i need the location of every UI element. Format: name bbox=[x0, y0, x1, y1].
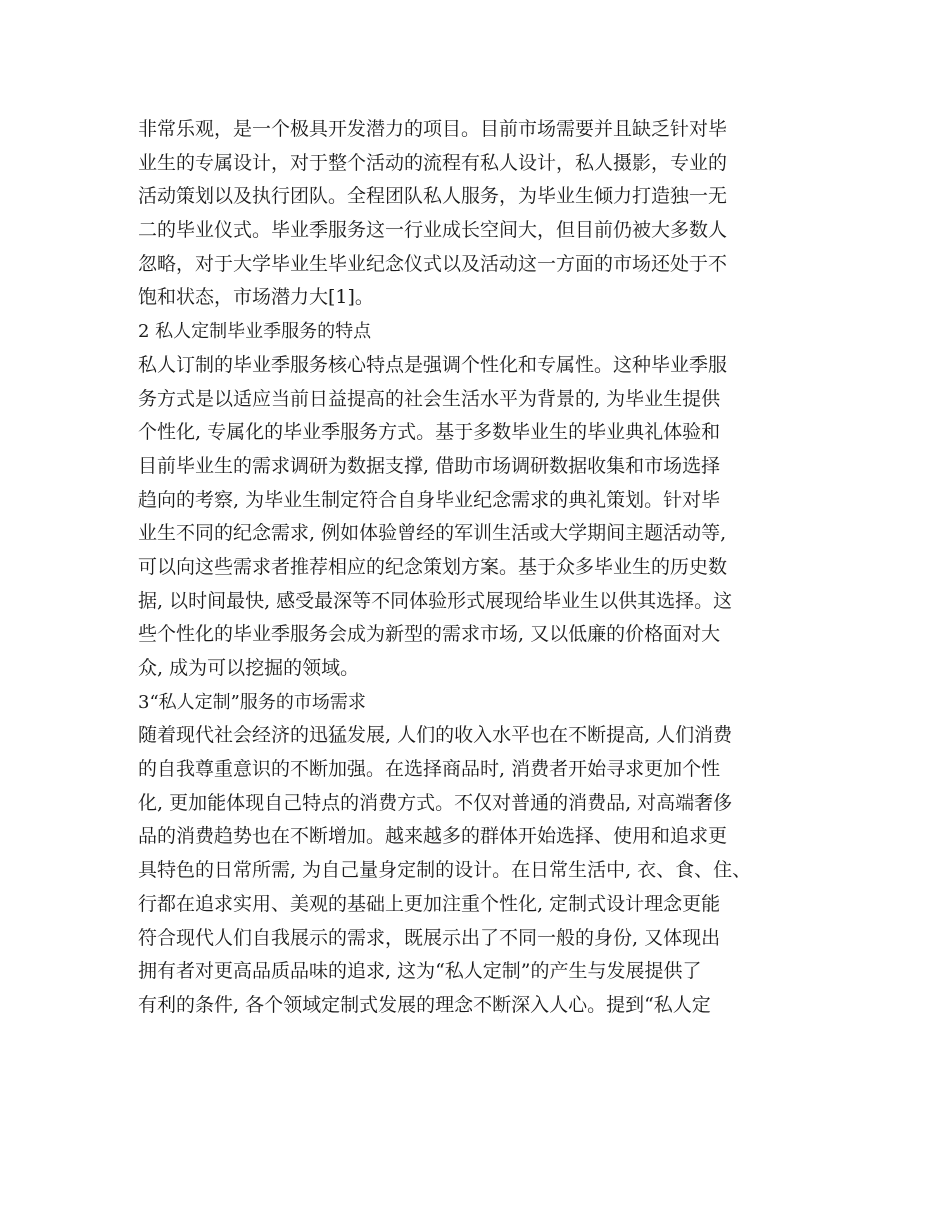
paragraph-line: 可以向这些需求者推荐相应的纪念策划方案。基于众多毕业生的历史数 bbox=[138, 555, 728, 578]
document-body bbox=[138, 113, 808, 1023]
paragraph-line: 忽略，对于大学毕业生毕业纪念仪式以及活动这一方面的市场还处于不 bbox=[138, 252, 728, 275]
paragraph-line: 饱和状态，市场潜力大[1]。 bbox=[138, 286, 374, 309]
paragraph-line: 品的消费趋势也在不断增加。越来越多的群体开始选择、使用和追求更 bbox=[138, 825, 728, 848]
paragraph-line: 有利的条件, 各个领域定制式发展的理念不断深入人心。提到“私人定 bbox=[138, 993, 711, 1016]
paragraph-line: 据, 以时间最快, 感受最深等不同体验形式展现给毕业生以供其选择。这 bbox=[138, 589, 733, 612]
paragraph-line: 随着现代社会经济的迅猛发展, 人们的收入水平也在不断提高, 人们消费 bbox=[138, 724, 733, 747]
paragraph-line: 业生的专属设计，对于整个活动的流程有私人设计，私人摄影，专业的 bbox=[138, 151, 728, 174]
paragraph-line: 业生不同的纪念需求, 例如体验曾经的军训生活或大学期间主题活动等, bbox=[138, 522, 727, 545]
section-3-body bbox=[138, 719, 808, 1022]
section-2-body bbox=[138, 349, 808, 686]
paragraph-line: 个性化, 专属化的毕业季服务方式。基于多数毕业生的毕业典礼体验和 bbox=[138, 421, 721, 444]
paragraph-line: 私人订制的毕业季服务核心特点是强调个性化和专属性。这种毕业季服 bbox=[138, 353, 728, 376]
paragraph-line: 行都在追求实用、美观的基础上更加注重个性化, 定制式设计理念更能 bbox=[138, 892, 721, 915]
section-heading-3: 3“私人定制”服务的市场需求 bbox=[138, 691, 366, 713]
paragraph-line: 具特色的日常所需, 为自己量身定制的设计。在日常生活中, 衣、食、住、 bbox=[138, 859, 752, 882]
paragraph-line: 务方式是以适应当前日益提高的社会生活水平为背景的, 为毕业生提供 bbox=[138, 387, 721, 410]
paragraph-line: 拥有者对更高品质品味的追求, 这为“私人定制”的产生与发展提供了 bbox=[138, 960, 702, 983]
paragraph-line: 趋向的考察, 为毕业生制定符合自身毕业纪念需求的典礼策划。针对毕 bbox=[138, 488, 721, 511]
paragraph-line: 目前毕业生的需求调研为数据支撑, 借助市场调研数据收集和市场选择 bbox=[138, 454, 721, 477]
paragraph-line: 些个性化的毕业季服务会成为新型的需求市场, 又以低廉的价格面对大 bbox=[138, 623, 721, 646]
paragraph-line: 二的毕业仪式。毕业季服务这一行业成长空间大，但目前仍被大多数人 bbox=[138, 219, 728, 242]
paragraph-line: 符合现代人们自我展示的需求，既展示出了不同一般的身份, 又体现出 bbox=[138, 926, 721, 949]
paragraph-line: 非常乐观，是一个极具开发潜力的项目。目前市场需要并且缺乏针对毕 bbox=[138, 118, 728, 140]
paragraph-line: 化, 更加能体现自己特点的消费方式。不仅对普通的消费品, 对高端奢侈 bbox=[138, 791, 733, 814]
paragraph-line: 众, 成为可以挖掘的领域。 bbox=[138, 657, 360, 679]
section-heading-2: 2 私人定制毕业季服务的特点 bbox=[138, 321, 372, 343]
paragraph-line: 的自我尊重意识的不断加强。在选择商品时, 消费者开始寻求更加个性 bbox=[138, 758, 721, 781]
paragraph-line: 活动策划以及执行团队。全程团队私人服务，为毕业生倾力打造独一无 bbox=[138, 185, 728, 208]
section-1-tail bbox=[138, 113, 808, 315]
